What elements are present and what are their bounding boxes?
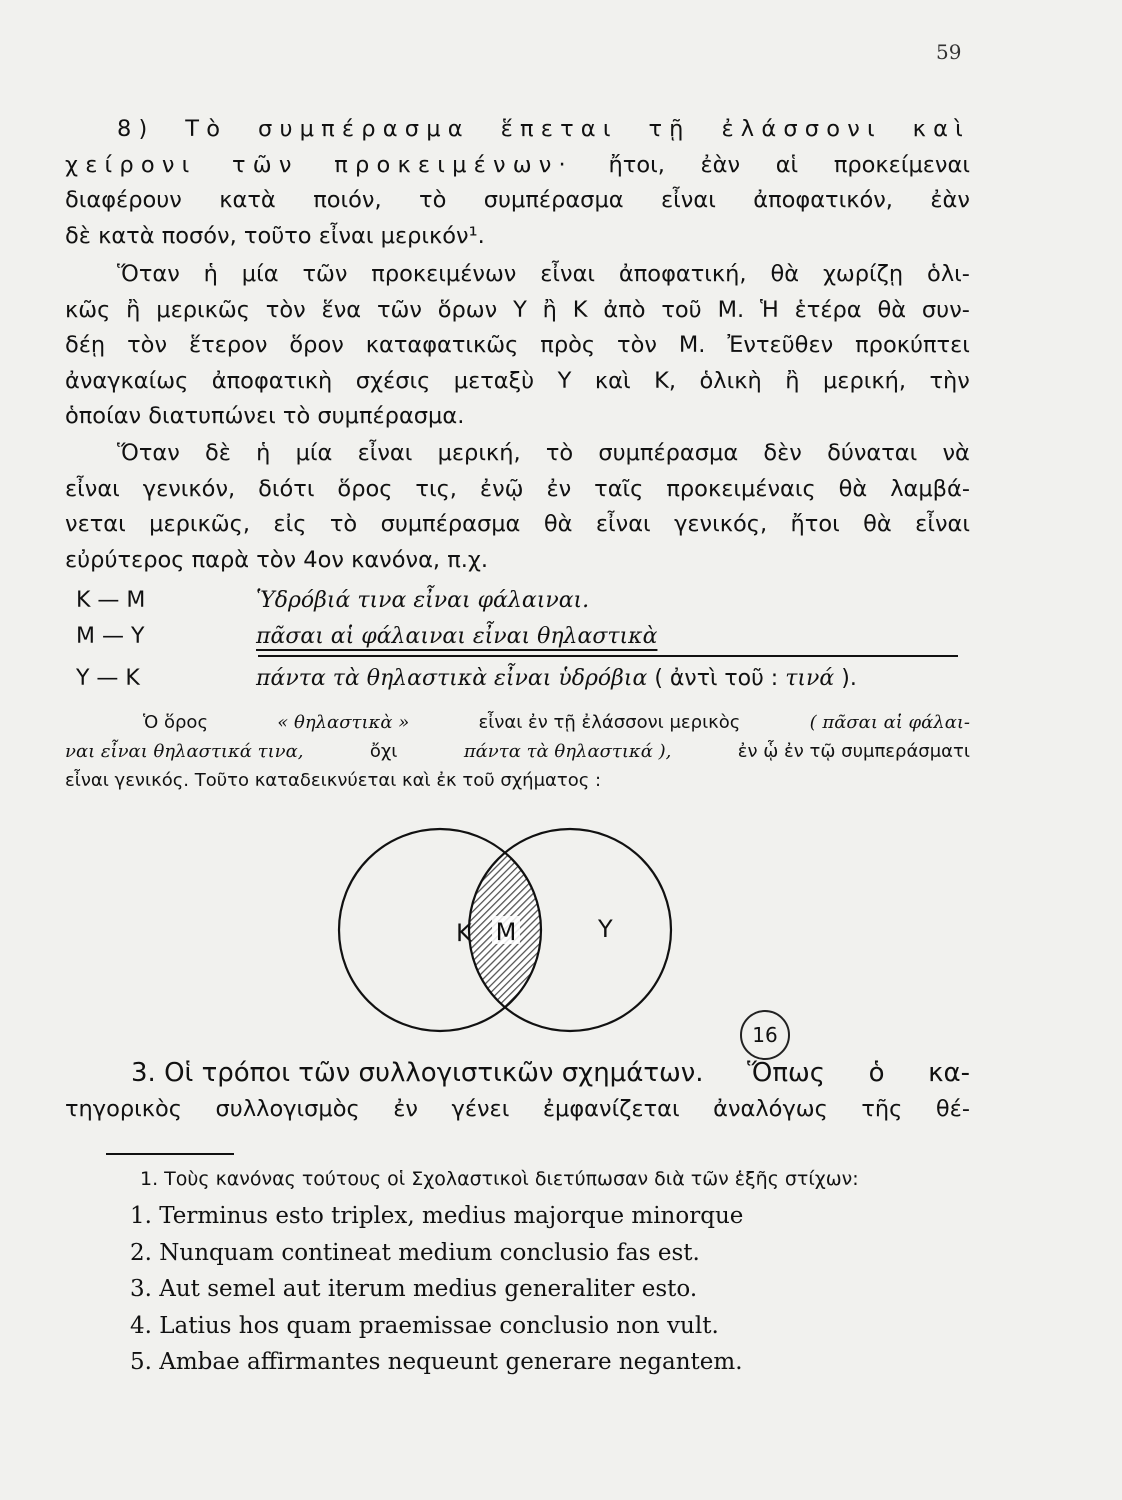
text-line: εὐρύτερος παρὰ τὸν 4ον κανόνα, π.χ. [65,546,489,573]
handwritten-circled-mark: 16 [740,1010,790,1060]
text-line: τηγορικὸς συλλογισμὸς ἐν γένει ἐμφανίζεται ἀναλόγως τῆς θέ- [65,1096,970,1122]
text-line: Ὅταν ἡ μία τῶν προκειμένων εἶναι ἀποφατική, θὰ χωρίζῃ ὁλι- [117,261,970,287]
venn-label-right: Υ [598,915,613,943]
syllogism-terms: Κ — Μ [76,588,146,613]
syllogism-major-premise [76,588,966,624]
text-line: ὁποίαν διατυπώνει τὸ συμπέρασμα. [65,403,465,430]
latin-rules-list [130,1198,970,1381]
syllogism-terms: Υ — Κ [76,666,140,691]
venn-label-left: Κ [456,919,472,947]
footnote-rule [106,1153,234,1155]
syllogism-sentence: πάντα τὰ θηλαστικὰ εἶναι ὑδρόβια ( ἀντὶ τοῦ : τινά ). [256,666,857,691]
text-line: διαφέρουν κατὰ ποιόν, τὸ συμπέρασμα εἶναι ἀποφατικόν, ἐὰν [65,187,970,214]
syllogism-sentence: Ὑδρόβιά τινα εἶναι φάλαιναι. [256,588,590,613]
text-line: 3. Οἱ τρόποι τῶν συλλογιστικῶν σχημάτων. Ὅπως ὁ κα- [131,1058,970,1088]
text-line: Ὅταν δὲ ἡ μία εἶναι μερική, τὸ συμπέρασμα δὲν δύναται νὰ [117,440,970,466]
paragraph-particular-premise [65,436,970,578]
text-line: δέῃ τὸν ἕτερον ὅρον καταφατικῶς πρὸς τὸν Μ. Ἐντεῦθεν προκύπτει [65,332,970,359]
list-item: 1. Terminus esto triplex, medius majorque minorque [130,1203,744,1229]
text-line: ἀναγκαίως ἀποφατικὴ σχέσις μεταξὺ Υ καὶ Κ, ὁλικὴ ἢ μερική, τὴν [65,367,970,394]
syllogism-sentence: πᾶσαι αἱ φάλαιναι εἶναι θηλαστικὰ [256,624,658,649]
text-line: νεται μερικῶς, εἰς τὸ συμπέρασμα θὰ εἶναι γενικός, ἤτοι θὰ εἶναι [65,511,970,538]
conclusion-rule [258,655,958,657]
venn-label-middle: Μ [495,918,517,946]
text-line: εἶναι γενικόν, διότι ὅρος τις, ἐνῷ ἐν ταῖς προκειμέναις θὰ λαμβά- [65,475,970,502]
section-3-heading [65,1055,970,1127]
syllogism-example [76,588,966,702]
text-line: χείρονι τῶν προκειμένων· ἤτοι, ἐὰν αἱ προκείμεναι [65,151,970,178]
page-number: 59 [936,40,962,64]
term-note [65,708,970,795]
text-line: ναι εἶναι θηλαστικά τινα, ὄχι πάντα τὰ θηλαστικά ), ἐν ᾧ ἐν τῷ συμπεράσματι [65,741,970,762]
footnote: 1. Τοὺς κανόνας τούτους οἱ Σχολαστικοὶ διετύπωσαν διὰ τῶν ἑξῆς στίχων: [140,1168,859,1190]
list-item: 5. Ambae affirmantes nequeunt generare negantem. [130,1349,743,1376]
list-item: 3. Aut semel aut iterum medius generaliter esto. [130,1276,698,1303]
paragraph-rule-8 [65,112,970,254]
list-item: 4. Latius hos quam praemissae conclusio non vult. [130,1312,719,1339]
paragraph-negative-premise [65,257,970,435]
text-line: κῶς ἢ μερικῶς τὸν ἕνα τῶν ὅρων Υ ἢ Κ ἀπὸ τοῦ Μ. Ἡ ἑτέρα θὰ συν- [65,296,970,323]
text-line: δὲ κατὰ ποσόν, τοῦτο εἶναι μερικόν¹. [65,222,485,249]
list-item: 2. Nunquam contineat medium conclusio fas est. [130,1239,700,1266]
text-line: 8) Τὸ συμπέρασμα ἕπεται τῇ ἐλάσσονι καὶ [117,116,970,142]
venn-diagram [330,820,690,1040]
syllogism-conclusion [76,666,966,702]
text-line: Ὁ ὅρος « θηλαστικὰ » εἶναι ἐν τῇ ἐλάσσονι μερικὸς ( πᾶσαι αἱ φάλαι- [143,712,970,733]
syllogism-terms: Μ — Υ [76,624,145,649]
text-line: εἶναι γενικός. Τοῦτο καταδεικνύεται καὶ ἐκ τοῦ σχήματος : [65,770,602,791]
